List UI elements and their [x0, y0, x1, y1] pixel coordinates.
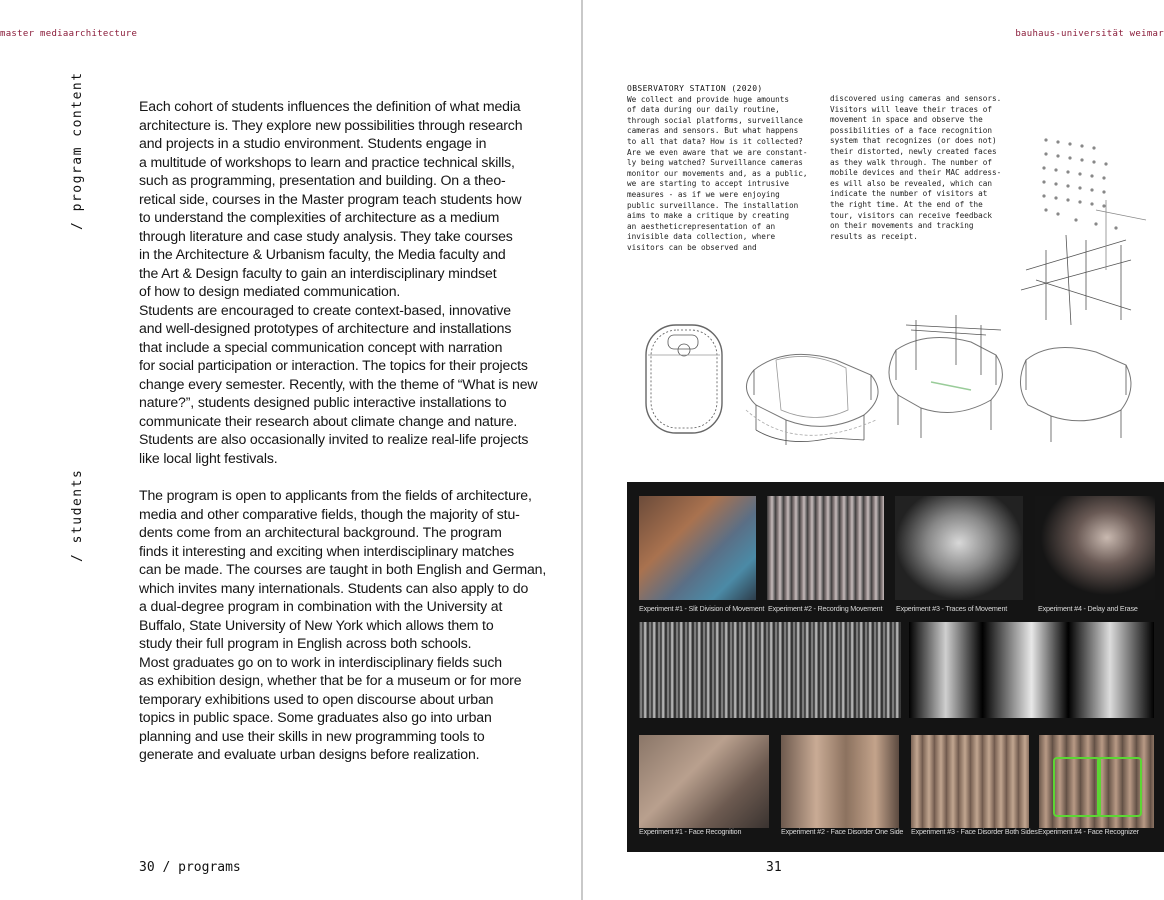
text-line: generate and evaluate urban designs before realization. — [139, 746, 480, 762]
text-line: monitor our movements and, as a public, — [627, 168, 808, 178]
experiment-slit-division-image — [639, 496, 756, 600]
caption-row1-1: Experiment #1 - Slit Division of Movement — [639, 604, 765, 613]
text-line: Most graduates go on to work in interdisciplinary fields such — [139, 653, 502, 670]
caption-row3-4: Experiment #4 - Face Recognizer — [1038, 827, 1139, 836]
text-line: we are starting to accept intrusive — [627, 179, 789, 189]
text-line: movement in space and observe the — [830, 115, 983, 125]
text-line: tour, visitors can receive feedback — [830, 210, 992, 220]
experiment-face-disorder-both-sides-image — [911, 735, 1029, 828]
text-line: discovered using cameras and sensors. — [830, 94, 1002, 103]
text-line: Students are also occasionally invited to realize real-life projects — [139, 431, 529, 447]
text-line: as they walk through. The number of — [830, 157, 992, 167]
text-line: nature?”, students designed public interactive installations to — [139, 394, 507, 410]
installation-axonometric-drawings — [626, 120, 1164, 450]
text-line: that include a special communication concept with narration — [139, 338, 503, 355]
caption-row3-2: Experiment #2 - Face Disorder One Side — [781, 827, 904, 836]
text-line: such as programming, presentation and building. On a theo- — [139, 172, 506, 188]
text-line: communicate their research about climate change and nature. — [139, 412, 518, 429]
observatory-title: OBSERVATORY STATION (2020) — [627, 84, 763, 93]
caption-row1-4: Experiment #4 - Delay and Erase — [1038, 604, 1138, 613]
text-line: the Art & Design faculty to gain an interdisciplinary mindset — [139, 264, 497, 281]
text-line: an aestheticrepresentation of an — [627, 221, 776, 231]
text-line: and projects in a studio environment. Students engage in — [139, 135, 487, 151]
caption-row3-3: Experiment #3 - Face Disorder Both Sides — [911, 827, 1038, 836]
program-content-text — [139, 97, 539, 467]
header-university-name: bauhaus-universität weimar — [1015, 29, 1164, 39]
axonometric-view-3-exploded — [1020, 200, 1146, 442]
text-line: invisible data collection, where — [627, 232, 776, 242]
text-line: can be made. The courses are taught in both English and German, — [139, 561, 547, 577]
text-line: Buffalo, State University of New York which allows them to — [139, 616, 494, 633]
text-line: change every semester. Recently, with the theme of “What is new — [139, 375, 538, 392]
face-detection-box — [1053, 757, 1101, 817]
text-line: a multitude of workshops to learn and practice technical skills, — [139, 153, 515, 170]
text-line: Visitors will leave their traces of — [830, 104, 992, 114]
text-line: visitors can be observed and — [627, 242, 757, 252]
experiment-face-disorder-one-side-image — [781, 735, 899, 828]
caption-row3-1: Experiment #1 - Face Recognition — [639, 827, 742, 836]
experiment-movement-trace-wide-image — [639, 622, 901, 718]
text-line: as exhibition design, whether that be for a museum or for more — [139, 672, 522, 688]
text-line: and well-designed prototypes of architecture and installations — [139, 320, 512, 336]
face-detection-box — [1097, 757, 1142, 817]
text-line: planning and use their skills in new programming tools to — [139, 727, 485, 744]
text-line: a dual-degree program in combination with the University at — [139, 598, 503, 614]
text-line: public surveillance. The installation — [627, 200, 799, 210]
text-line: dents come from an architectural background. The program — [139, 524, 502, 540]
text-line: indicate the number of visitors at — [830, 189, 988, 199]
axonometric-view-1 — [746, 354, 878, 445]
text-line: like local light festivals. — [139, 449, 278, 466]
experiment-face-recognition-image — [639, 735, 769, 828]
text-line: ly being watched? Surveillance cameras — [627, 158, 803, 168]
text-line: Each cohort of students influences the definition of what media — [139, 98, 521, 114]
students-text — [139, 486, 547, 764]
experiment-recording-movement-image — [767, 496, 884, 600]
text-line: es will also be revealed, which can — [830, 178, 992, 188]
text-line: cameras and sensors. But what happens — [627, 126, 799, 136]
text-line: finds it interesting and exciting when interdisciplinary matches — [139, 542, 515, 559]
text-line: in the Architecture & Urbanism faculty, the Media faculty and — [139, 246, 506, 262]
text-line: their distorted, newly created faces — [830, 146, 997, 156]
page-gutter — [581, 0, 583, 900]
text-line: The program is open to applicants from the fields of architecture, — [139, 487, 532, 503]
page-number-left: 30 / programs — [139, 860, 241, 875]
text-line: results as receipt. — [830, 231, 918, 241]
text-line: which invites many internationals. Students can also apply to do — [139, 579, 529, 596]
text-line: possibilities of a face recognition — [830, 125, 992, 135]
header-program-name: master mediaarchitecture — [0, 29, 138, 39]
experiment-delay-and-erase-image — [1035, 496, 1155, 600]
text-line: through literature and case study analysis. They take courses — [139, 227, 513, 244]
text-line: to all that data? How is it collected? — [627, 136, 803, 146]
caption-row1-2: Experiment #2 - Recording Movement — [768, 604, 883, 613]
experiment-face-distortion-strip-image — [909, 622, 1154, 718]
text-line: of how to design mediated communication. — [139, 283, 401, 299]
text-line: media and other comparative fields, though the majority of stu- — [139, 505, 520, 522]
text-line: of data during our daily routine, — [627, 105, 780, 115]
text-line: on their movements and tracking — [830, 221, 974, 231]
text-line: measures - as if we were enjoying — [627, 189, 780, 199]
page-number-right: 31 — [766, 860, 782, 875]
text-line: Students are encouraged to create context-based, innovative — [139, 301, 511, 318]
section-label-students: / students — [70, 468, 85, 562]
experiment-face-recognizer-image — [1039, 735, 1154, 828]
text-line: temporary exhibitions used to open discourse about urban — [139, 690, 494, 707]
text-line: aims to make a critique by creating — [627, 211, 789, 221]
text-line: study their full program in English across both schools. — [139, 635, 472, 651]
floor-plan-drawing — [646, 325, 722, 433]
text-line: architecture is. They explore new possibilities through research — [139, 116, 523, 133]
text-line: retical side, courses in the Master program teach students how — [139, 190, 522, 207]
text-line: topics in public space. Some graduates also go into urban — [139, 709, 492, 725]
text-line: through social platforms, surveillance — [627, 115, 803, 125]
axonometric-view-2 — [889, 315, 1002, 438]
text-line: Are we even aware that we are constant- — [627, 147, 808, 157]
text-line: to understand the complexities of architecture as a medium — [139, 209, 500, 225]
caption-row1-3: Experiment #3 - Traces of Movement — [896, 604, 1008, 613]
text-line: system that recognizes (or does not) — [830, 136, 997, 146]
text-line: the right time. At the end of the — [830, 199, 983, 209]
section-label-program-content: / program content — [70, 71, 85, 230]
experiment-traces-of-movement-image — [895, 496, 1023, 600]
text-line: for social participation or interaction. The topics for their projects — [139, 357, 528, 373]
experiments-photo-grid — [627, 482, 1164, 852]
text-line: mobile devices and their MAC address- — [830, 168, 1002, 178]
text-line: We collect and provide huge amounts — [627, 94, 789, 104]
